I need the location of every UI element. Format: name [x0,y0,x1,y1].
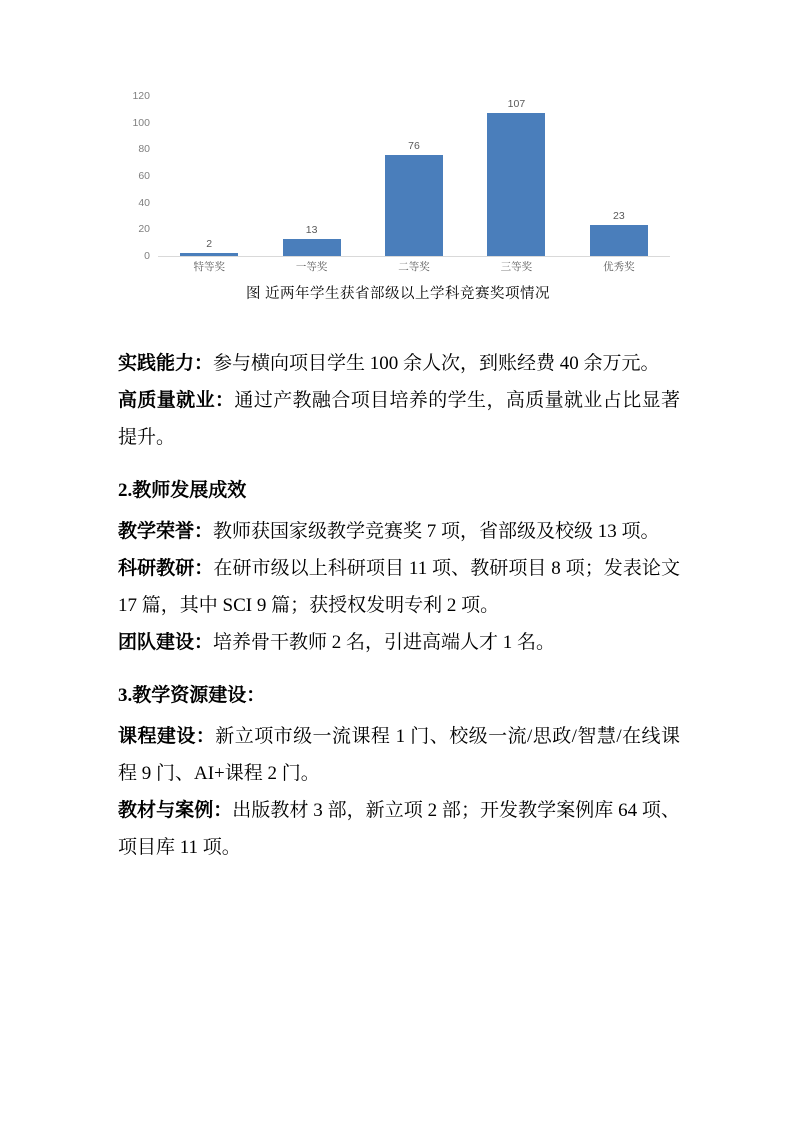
document-body [118,345,680,866]
x-tick-label: 三等奖 [500,261,533,273]
paragraph-text: 参与横向项目学生 100 余人次，到账经费 40 余万元。 [213,353,660,374]
y-tick-120: 120 [132,90,150,102]
paragraph-material [118,792,680,866]
section-heading-2: 2.教师发展成效 [118,480,247,501]
bar-chart [118,90,678,302]
paragraph-teaching-honor [118,513,680,550]
x-axis-labels [158,259,670,274]
paragraph-label: 高质量就业： [118,390,235,411]
paragraph-text: 在研市级以上科研项目 11 项、教研项目 8 项；发表论文 17 篇，其中 SCI 9 篇；获授权发明专利 2 项。 [118,558,680,616]
paragraph-label: 课程建设： [118,726,216,747]
bar [487,113,545,256]
bar-value: 13 [305,223,318,236]
bar-cell [568,96,670,256]
bar-cell [158,96,260,256]
figure-caption: 图 近两年学生获省部级以上学科竞赛奖项情况 [245,286,551,302]
bar-cell [260,96,362,256]
bar [385,155,443,256]
bar-value: 107 [507,98,526,111]
y-tick-80: 80 [138,143,150,156]
section-heading-3: 3.教学资源建设： [118,685,266,706]
paragraph-label: 教材与案例： [118,800,233,821]
bar [590,225,648,256]
paragraph-employment [118,382,680,456]
bar-value: 76 [408,139,420,152]
paragraph-label: 教学荣誉： [118,521,214,542]
paragraph-research [118,550,680,624]
y-tick-40: 40 [138,196,150,209]
bar-cell [363,96,465,256]
x-tick-label: 一等奖 [295,261,328,273]
y-tick-100: 100 [132,116,150,129]
bar-series [158,96,670,256]
y-tick-20: 20 [138,223,150,236]
y-tick-0: 0 [144,250,150,262]
bar-value: 2 [206,238,213,251]
bar-value: 23 [612,210,625,223]
paragraph-text: 新立项市级一流课程 1 门、校级一流/思政/智慧/在线课程 9 门、AI+课程 2 门。 [118,726,680,784]
y-tick-60: 60 [138,170,150,182]
x-tick-label: 二等奖 [398,261,430,273]
paragraph-label: 实践能力： [118,353,214,374]
paragraph-text: 教师获国家级教学竞赛奖 7 项，省部级及校级 13 项。 [213,521,660,542]
x-tick-label: 特等奖 [193,261,225,273]
bar [283,239,341,256]
paragraph-text: 出版教材 3 部，新立项 2 部；开发教学案例库 64 项、项目库 11 项。 [118,800,680,858]
plot-region [158,96,670,257]
chart-area [118,90,678,302]
paragraph-text: 通过产教融合项目培养的学生，高质量就业占比显著提升。 [118,390,680,448]
y-axis-labels [118,90,154,262]
paragraph-label: 科研教研： [118,558,214,579]
x-tick-label: 优秀奖 [603,261,635,273]
paragraph-team [118,624,680,661]
paragraph-text: 培养骨干教师 2 名，引进高端人才 1 名。 [213,632,556,653]
paragraph-label: 团队建设： [118,632,214,653]
bar [180,253,238,256]
paragraph-practice [118,345,680,382]
bar-cell [465,96,567,256]
paragraph-course [118,718,680,792]
